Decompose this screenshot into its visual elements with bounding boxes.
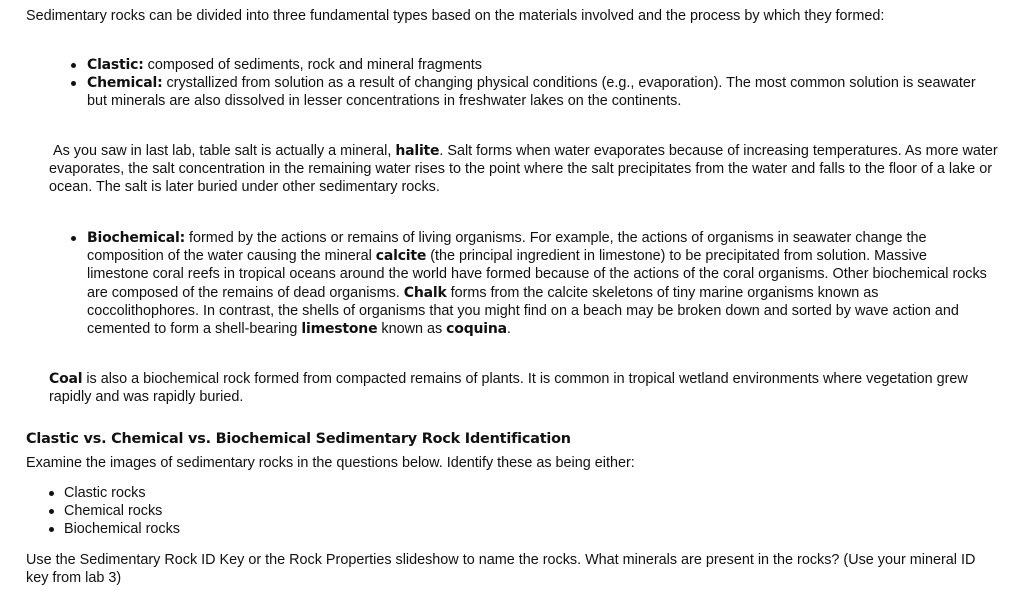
list-item-clastic (87, 56, 987, 74)
section-heading: Clastic vs. Chemical vs. Biochemical Sedimentary Rock Identification (26, 431, 571, 447)
desc-chemical: crystallized from solution as a result of changing physical conditions (e.g., evaporation). The most common solution is seawater but minerals are also dissolved in lesser concentrations in freshwater lakes on the continents. (87, 75, 976, 110)
halite-paragraph (49, 142, 1004, 197)
coal-text: is also a biochemical rock formed from compacted remains of plants. It is common in tropical wetland environments where vegetation grew rapidly and was rapidly buried. (49, 371, 968, 406)
biochem-text-2: (the principal ingredient in limestone) to be precipitated from solution. Massive limestone coral reefs in tropical oceans around the world have formed because of the actions of the coral organisms. Other biochemical rocks are composed of the remains of dead organisms. (87, 248, 987, 301)
coal-paragraph (49, 370, 999, 406)
biochem-text-1: formed by the actions or remains of living organisms. For example, the actions of organisms in seawater change the composition of the water causing the mineral (87, 230, 927, 265)
list-item-option: Clastic rocks (64, 484, 664, 502)
term-limestone: limestone (301, 321, 378, 338)
term-clastic: Clastic: (87, 57, 144, 73)
id-options-list (64, 484, 664, 539)
halite-text-2: . Salt forms when water evaporates because of increasing temperatures. As more water evaporates, the salt concentration in the remaining water rises to the point where the salt precipitates from the water and falls to the floor of a lake or ocean. The salt is later buried under other sedimentary rocks. (49, 143, 998, 196)
term-biochemical: Biochemical: (87, 230, 185, 246)
list-item-option: Biochemical rocks (64, 520, 664, 538)
term-coquina: coquina (446, 321, 507, 338)
term-coal: Coal (49, 371, 83, 387)
biochem-text-5: . (506, 321, 511, 338)
list-item-chemical (87, 74, 987, 110)
term-chalk: Chalk (403, 284, 447, 301)
desc-clastic: composed of sediments, rock and mineral fragments (143, 57, 482, 73)
biochemical-list (87, 229, 992, 338)
list-item-biochemical (87, 229, 992, 338)
biochem-text-3: forms from the calcite skeletons of tiny marine organisms known as coccolithophores. In contrast, the shells of organisms that you might find on a beach may be broken down and sorted by wave action and cemented to form a shell-bearing (87, 284, 959, 338)
term-calcite: calcite (375, 248, 427, 265)
biochem-text-4: known as (377, 321, 447, 338)
list-item-option: Chemical rocks (64, 502, 664, 520)
intro-paragraph: Sedimentary rocks can be divided into three fundamental types based on the materials involved and the process by which they formed: (26, 8, 885, 24)
closing-paragraph: Use the Sedimentary Rock ID Key or the Rock Properties slideshow to name the rocks. What minerals are present in the rocks? (Use your mineral ID key from lab 3) (26, 552, 976, 587)
term-chemical: Chemical: (87, 75, 163, 92)
halite-term: halite (395, 143, 440, 159)
halite-text-1: As you saw in last lab, table salt is actually a mineral, (53, 143, 396, 159)
examine-paragraph: Examine the images of sedimentary rocks in the questions below. Identify these as being either: (26, 455, 635, 471)
types-list (87, 56, 987, 111)
